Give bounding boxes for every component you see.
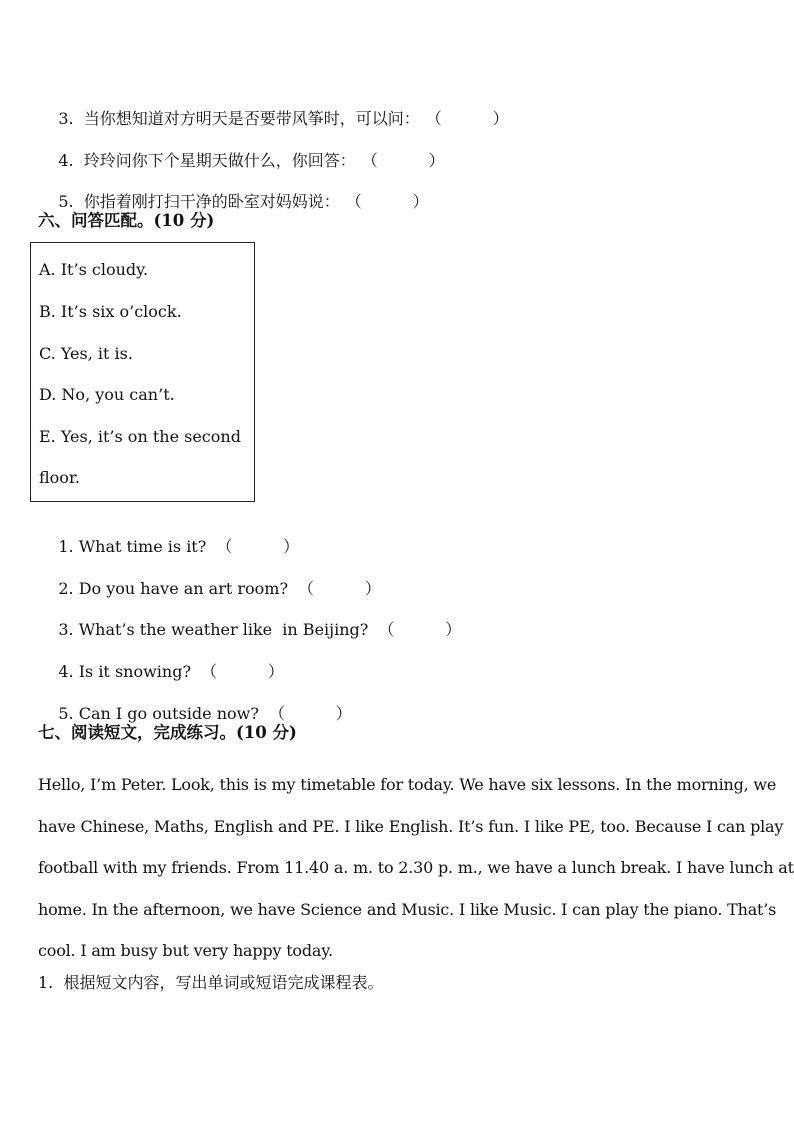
reading-passage bbox=[38, 764, 794, 972]
answer-blank[interactable]: （ ） bbox=[268, 704, 352, 723]
question-text: 3. 当你想知道对方明天是否要带风筝时，可以问： bbox=[58, 109, 420, 128]
section-7-heading: 七、阅读短文，完成练习。(10 分) bbox=[38, 723, 297, 742]
option-e: E. Yes, it’s on the second bbox=[39, 427, 241, 446]
answer-blank[interactable]: （ ） bbox=[216, 537, 300, 556]
question-text: 4. Is it snowing? bbox=[58, 662, 192, 681]
answer-options-box bbox=[30, 242, 255, 502]
option-e-continued: floor. bbox=[39, 468, 80, 487]
question-text: 5. Can I go outside now? bbox=[58, 704, 259, 723]
question-text: 5. 你指着刚打扫干净的卧室对妈妈说： bbox=[58, 192, 340, 211]
question-text: 4. 玲玲问你下个星期天做什么，你回答： bbox=[58, 151, 356, 170]
answer-blank[interactable]: （ ） bbox=[425, 109, 509, 128]
section-6-heading: 六、问答匹配。(10 分) bbox=[38, 211, 215, 230]
answer-blank[interactable]: （ ） bbox=[201, 662, 284, 681]
question-text: 1. What time is it? bbox=[58, 537, 207, 556]
option-c: C. Yes, it is. bbox=[39, 344, 133, 363]
passage-line-2: have Chinese, Maths, English and PE. I like English. It’s fun. I like PE, too. Because I can play bbox=[38, 816, 784, 836]
answer-blank[interactable]: （ ） bbox=[361, 151, 445, 170]
question-text: 2. Do you have an art room? bbox=[58, 579, 289, 598]
answer-blank[interactable]: （ ） bbox=[378, 620, 462, 639]
option-a: A. It’s cloudy. bbox=[39, 260, 149, 279]
answer-blank[interactable]: （ ） bbox=[345, 192, 429, 211]
option-b: B. It’s six o’clock. bbox=[39, 302, 182, 321]
task-1-instruction: 1. 根据短文内容，写出单词或短语完成课程表。 bbox=[38, 973, 384, 992]
passage-line-5: cool. I am busy but very happy today. bbox=[38, 941, 333, 961]
passage-line-3: football with my friends. From 11.40 a. m. to 2.30 p. m., we have a lunch break. I have lunch at bbox=[38, 858, 794, 878]
answer-blank[interactable]: （ ） bbox=[298, 579, 381, 598]
question-text: 3. What’s the weather like in Beijing? bbox=[58, 620, 369, 639]
passage-line-1: Hello, I’m Peter. Look, this is my timetable for today. We have six lessons. In the morning, we bbox=[38, 775, 777, 794]
option-d: D. No, you can’t. bbox=[39, 385, 175, 404]
passage-line-4: home. In the afternoon, we have Science and Music. I like Music. I can play the piano. That’s bbox=[38, 899, 777, 919]
